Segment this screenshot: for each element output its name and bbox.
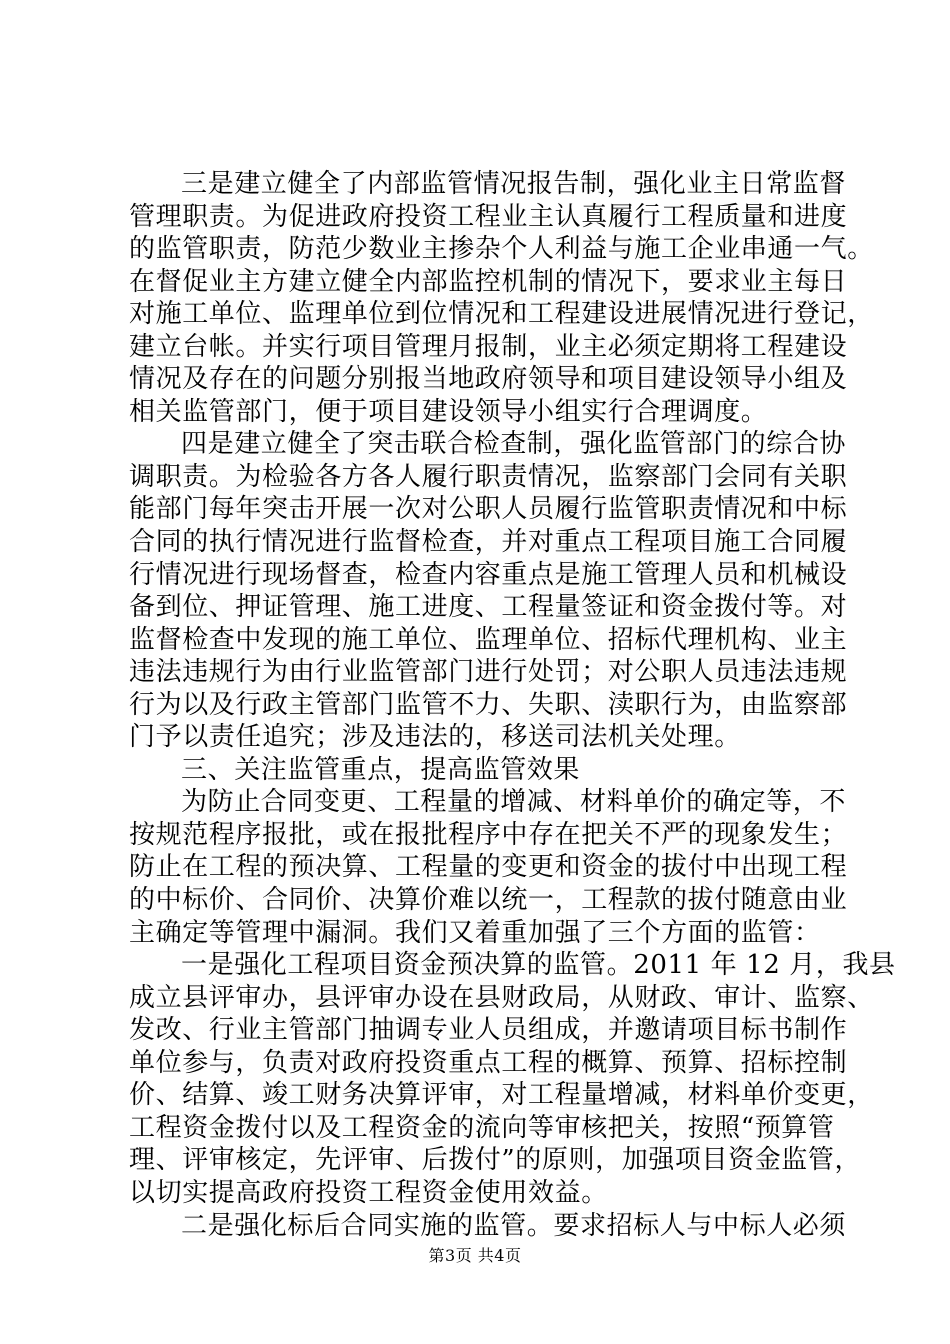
paragraph-line: 二是强化标后合同实施的监管。要求招标人与中标人必须 [181, 1210, 847, 1241]
paragraph-line: 调职责。为检验各方各人履行职责情况，监察部门会同有关职 [129, 461, 848, 492]
page-number-footer: 第3页 共4页 [428, 1246, 522, 1265]
paragraph-line: 行情况进行现场督查，检查内容重点是施工管理人员和机械设 [129, 559, 848, 590]
paragraph-line: 以切实提高政府投资工程资金使用效益。 [129, 1177, 608, 1208]
paragraph-line: 建立台帐。并实行项目管理月报制，业主必须定期将工程建设 [129, 331, 848, 362]
document-body [129, 168, 896, 1242]
paragraph-line: 能部门每年突击开展一次对公职人员履行监管职责情况和中标 [129, 494, 848, 525]
paragraph-line: 单位参与，负责对政府投资重点工程的概算、预算、招标控制 [129, 1047, 848, 1078]
paragraph-line: 主确定等管理中漏洞。我们又着重加强了三个方面的监管： [129, 917, 821, 948]
paragraph-line: 行为以及行政主管部门监管不力、失职、渎职行为，由监察部 [129, 689, 848, 720]
paragraph-line: 的监管职责，防范少数业主掺杂个人利益与施工企业串通一气。 [129, 234, 874, 265]
section-heading: 三、关注监管重点，提高监管效果 [181, 754, 581, 785]
paragraph-line: 情况及存在的问题分别报当地政府领导和项目建设领导小组及 [129, 364, 848, 395]
paragraph-line: 一是强化工程项目资金预决算的监管。2011 年 12 月，我县 [181, 950, 896, 981]
paragraph-line: 备到位、押证管理、施工进度、工程量签证和资金拨付等。对 [129, 592, 848, 623]
paragraph-line: 工程资金拨付以及工程资金的流向等审核把关，按照“预算管 [129, 1112, 835, 1143]
paragraph-line: 违法违规行为由行业监管部门进行处罚；对公职人员违法违规 [129, 657, 848, 688]
paragraph-line: 成立县评审办，县评审办设在县财政局，从财政、审计、监察、 [129, 982, 874, 1013]
paragraph-line: 发改、行业主管部门抽调专业人员组成，并邀请项目标书制作 [129, 1015, 848, 1046]
paragraph-line: 管理职责。为促进政府投资工程业主认真履行工程质量和进度 [129, 201, 848, 232]
paragraph-line: 为防止合同变更、工程量的增减、材料单价的确定等，不 [181, 787, 847, 818]
paragraph-line: 合同的执行情况进行监督检查，并对重点工程项目施工合同履 [129, 527, 848, 558]
paragraph-line: 在督促业主方建立健全内部监控机制的情况下，要求业主每日 [129, 266, 848, 297]
paragraph-line: 门予以责任追究；涉及违法的，移送司法机关处理。 [129, 722, 741, 753]
paragraph-line: 相关监管部门，便于项目建设领导小组实行合理调度。 [129, 396, 768, 427]
paragraph-line: 监督检查中发现的施工单位、监理单位、招标代理机构、业主 [129, 624, 848, 655]
paragraph-line: 按规范程序报批，或在报批程序中存在把关不严的现象发生； [129, 819, 848, 850]
paragraph-line: 价、结算、竣工财务决算评审，对工程量增减，材料单价变更， [129, 1080, 874, 1111]
paragraph-line: 的中标价、合同价、决算价难以统一，工程款的拔付随意由业 [129, 885, 848, 916]
paragraph-line: 防止在工程的预决算、工程量的变更和资金的拔付中出现工程 [129, 852, 848, 883]
paragraph-line: 理、评审核定，先评审、后拨付”的原则，加强项目资金监管， [129, 1145, 862, 1176]
paragraph-line: 四是建立健全了突击联合检查制，强化监管部门的综合协 [181, 429, 847, 460]
paragraph-line: 三是建立健全了内部监管情况报告制，强化业主日常监督 [181, 169, 847, 199]
paragraph-line: 对施工单位、监理单位到位情况和工程建设进展情况进行登记， [129, 299, 874, 330]
